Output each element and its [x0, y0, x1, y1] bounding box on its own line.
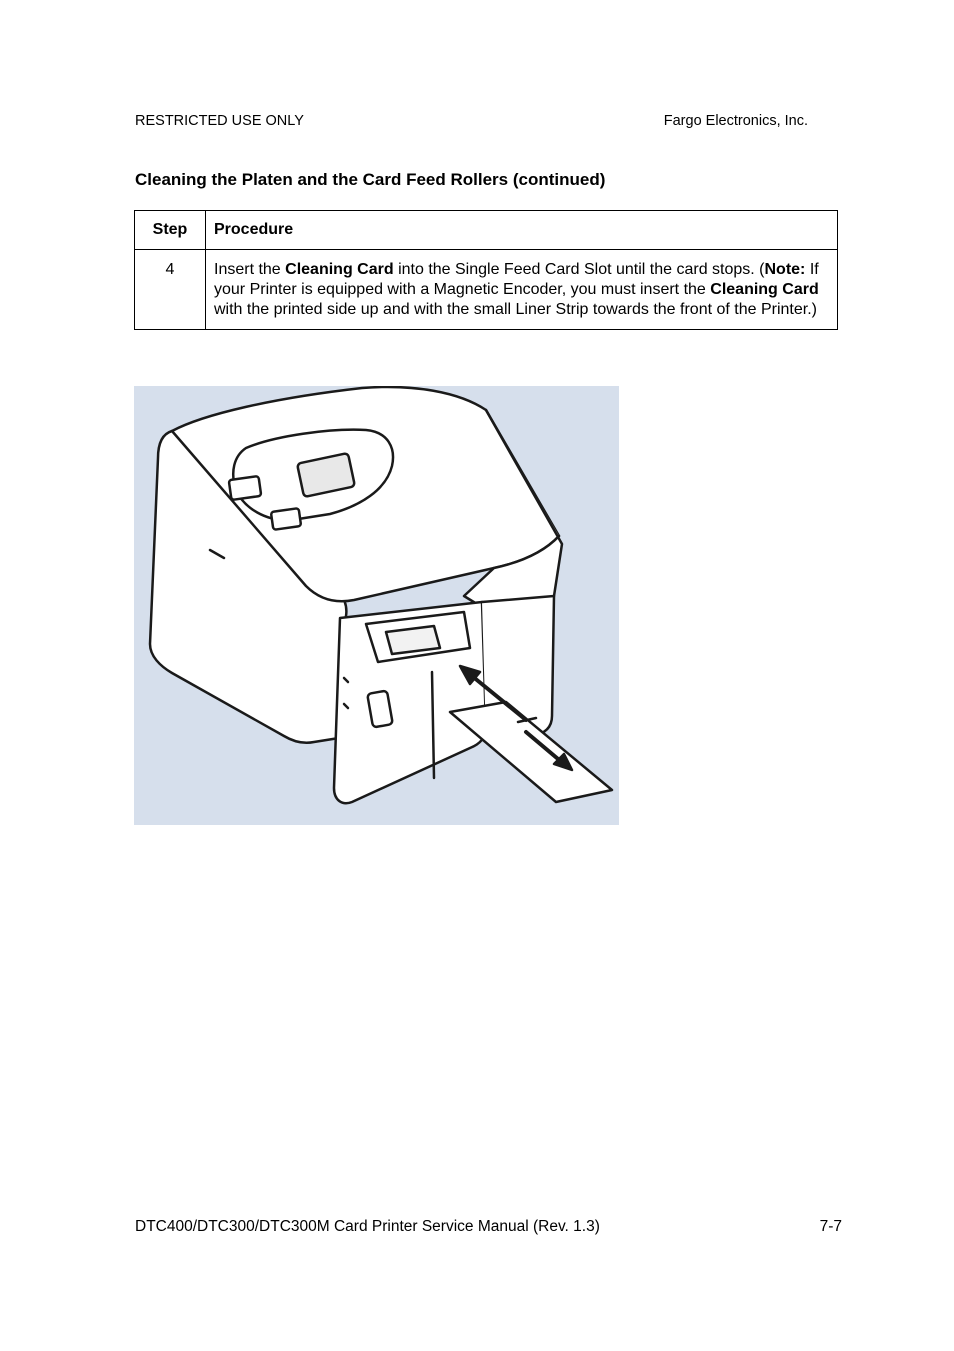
procedure-bold-note: Note: [764, 261, 806, 278]
table-row [135, 250, 838, 330]
procedure-table [134, 210, 838, 330]
section-title: Cleaning the Platen and the Card Feed Rollers (continued) [135, 170, 606, 189]
column-header-step: Step [135, 211, 206, 250]
procedure-text-part: into the Single Feed Card Slot until the card stops. ( [393, 261, 765, 278]
step-number: 4 [135, 250, 206, 330]
card-printer-illustration-icon [134, 386, 619, 825]
column-header-procedure: Procedure [206, 211, 838, 250]
printer-figure [134, 386, 619, 825]
procedure-text-part: with the printed side up and with the small Liner Strip towards the front of the Printer.) [214, 301, 817, 318]
header-restricted: RESTRICTED USE ONLY [135, 113, 304, 129]
procedure-bold-cleaning-card: Cleaning Card [285, 261, 394, 278]
procedure-bold-cleaning-card: Cleaning Card [710, 281, 819, 298]
footer-page-number: 7-7 [819, 1218, 842, 1235]
footer-manual-title: DTC400/DTC300/DTC300M Card Printer Service Manual (Rev. 1.3) [135, 1218, 600, 1235]
header-company: Fargo Electronics, Inc. [663, 113, 808, 129]
procedure-text-part: If your Printer is equipped with a Magnetic Encoder, you must insert the [214, 261, 819, 298]
procedure-text-part: Insert the [214, 261, 286, 278]
table-header-row [135, 211, 838, 250]
procedure-text [206, 250, 838, 330]
